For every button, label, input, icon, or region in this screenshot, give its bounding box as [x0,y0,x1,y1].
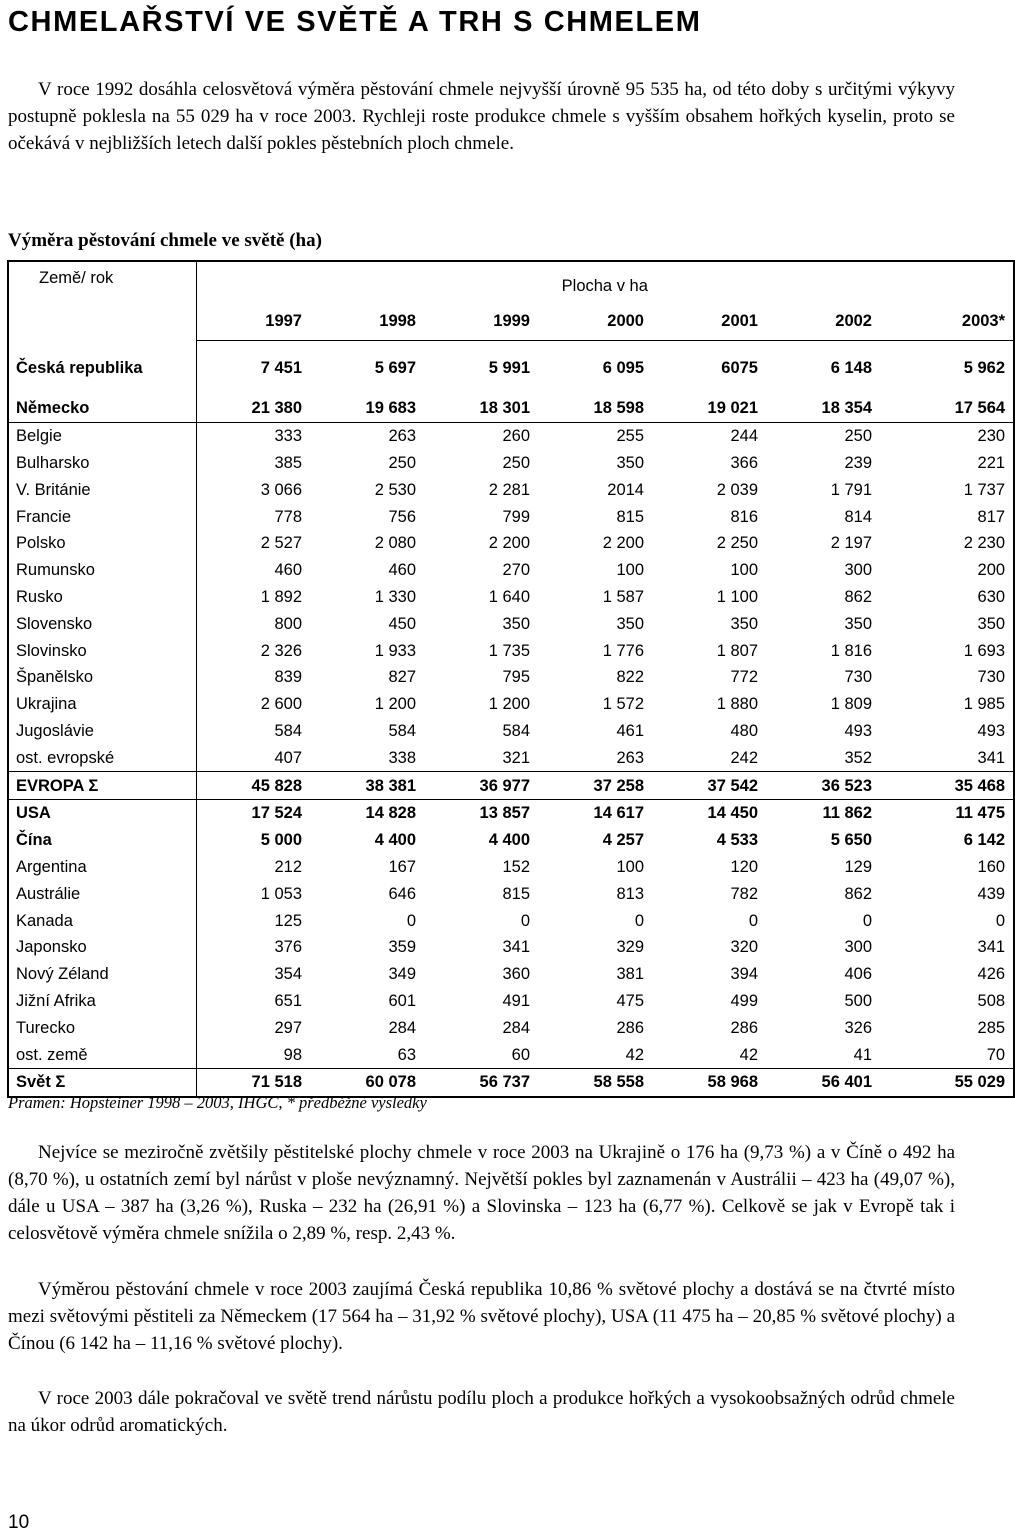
table-row [8,880,1014,907]
area-value: 2 080 [374,534,416,553]
area-value: 5 650 [830,831,872,850]
body-paragraph-text: V roce 2003 dále pokračoval ve světě trend nárůstu podílu ploch a produkce hořkých a vysokoobsažných odrůd chmele na úkor odrůd aromatických. [8,1388,955,1436]
area-value: 2 281 [488,480,530,499]
area-value: 1 587 [602,587,644,606]
area-value: 2 600 [196,691,310,718]
year-header: 1997 [196,304,310,341]
area-value: 406 [844,965,872,984]
area-value: 772 [730,668,758,687]
area-value: 70 [880,1041,1014,1068]
area-value: 381 [616,965,644,984]
area-value: 350 [730,614,758,633]
area-value: 239 [844,453,872,472]
intro-paragraph-text: V roce 1992 dosáhla celosvětová výměra pěstování chmele nejvyšší úrovně 95 535 ha, od této doby s určitými výkyvy postupně poklesla na 55 029 ha v roce 2003. Rychleji roste produkce chmele s vyšším obsahem hořkých kyselin, proto se očekává v nejbližších letech další pokles pěstebních ploch chmele. [8,79,955,154]
area-value: 263 [538,744,652,771]
area-value: 58 558 [593,1073,644,1092]
area-value: 2 197 [830,534,872,553]
area-value: 11 475 [955,804,1006,823]
area-value: 297 [196,1014,310,1041]
page-title: CHMELAŘSTVÍ VE SVĚTĚ A TRH S CHMELEM [8,6,702,38]
area-value: 385 [196,450,310,477]
table-row [8,530,1014,557]
body-paragraph-text: Nejvíce se meziročně zvětšily pěstitelské plochy chmele v roce 2003 na Ukrajině o 176 ha (9,73 %) a v Číně o 492 ha (8,70 %), u ostatních zemí byl nárůst v ploše nevýznamný. Největší pokles byl zaznamenán v Austrálii – 423 ha (49,07 %), dále u USA – 387 ha (3,26 %), Ruska – 232 ha (26,91 %) a Slovinska – 123 ha (6,77 %). Celkově se jak v Evropě tak i celosvětově výměra chmele snížila o 2,89 %, resp. 2,43 %. [8,1142,955,1244]
area-value: 450 [388,614,416,633]
table-row [8,934,1014,961]
area-value: 813 [616,884,644,903]
area-value: 2014 [607,480,644,499]
year-header: 2002 [766,304,880,341]
area-value: 0 [634,911,644,930]
area-value: 350 [616,453,644,472]
area-value: 491 [502,991,530,1010]
area-value: 5 962 [963,359,1006,377]
area-value: 630 [977,587,1006,606]
area-value: 730 [977,668,1006,687]
area-value: 350 [844,614,872,633]
table-group-label: Plocha v ha [196,261,1014,304]
area-value: 782 [730,884,758,903]
area-value: 38 381 [310,772,424,800]
area-value: 286 [730,1018,758,1037]
area-value: 4 400 [488,831,530,850]
area-value: 2 250 [716,534,758,553]
area-value: 2 326 [196,637,310,664]
area-value: 862 [844,587,872,606]
area-value: 6 142 [963,831,1006,850]
area-value: 36 523 [766,772,880,800]
table-row [8,1041,1014,1068]
area-value: 260 [502,427,530,446]
area-value: 37 542 [652,772,766,800]
area-value: 815 [616,507,644,526]
area-value: 800 [196,610,310,637]
country-name: Svět Σ [16,1073,66,1092]
area-value: 55 029 [954,1073,1006,1092]
country-name: ost. evropské [8,744,196,771]
area-value: 329 [616,938,644,957]
area-value: 4 533 [716,831,758,850]
area-value: 285 [977,1018,1006,1037]
table-row [8,1014,1014,1041]
area-value: 730 [844,668,872,687]
area-value: 270 [502,561,530,580]
country-name: Japonsko [16,938,87,957]
table-row [8,988,1014,1015]
table-row [8,799,1014,826]
table-title: Výměra pěstování chmele ve světě (ha) [8,230,322,251]
area-value: 60 [424,1041,538,1068]
year-header: 2000 [538,304,652,341]
area-value: 0 [406,911,416,930]
area-value: 1 880 [716,695,758,714]
table-body [8,341,1014,1097]
area-value: 41 [766,1041,880,1068]
area-value: 14 828 [365,804,416,823]
area-value: 799 [502,507,530,526]
country-name: Slovinsko [16,641,87,660]
area-value: 601 [388,991,416,1010]
area-value: 1 791 [830,480,872,499]
country-name: Polsko [16,534,66,553]
area-value: 350 [502,614,530,633]
table-row [8,854,1014,881]
area-value: 6075 [721,359,758,377]
area-value: 21 380 [196,395,310,422]
area-value: 63 [310,1041,424,1068]
area-value: 250 [844,427,872,446]
area-value: 1 807 [716,641,758,660]
area-value: 460 [196,557,310,584]
area-value: 460 [388,561,416,580]
table-row [8,827,1014,854]
country-name: ost. země [8,1041,196,1068]
country-name: Čína [16,831,52,850]
area-value: 1 572 [602,695,644,714]
area-value: 7 451 [196,341,310,396]
area-value: 1 816 [830,641,872,660]
area-value: 13 857 [479,804,530,823]
source-note: Pramen: Hopsteiner 1998 – 2003, IHGC, * předběžné výsledky [8,1093,427,1112]
area-value: 0 [748,911,758,930]
area-value: 2 200 [488,534,530,553]
area-value: 284 [502,1018,530,1037]
area-value: 1 693 [963,641,1006,660]
area-value: 493 [977,721,1006,740]
area-value: 839 [196,664,310,691]
area-value: 18 301 [424,395,538,422]
area-value: 300 [844,938,872,957]
area-value: 2 039 [716,480,758,499]
table-row [8,584,1014,611]
area-value: 14 617 [593,804,644,823]
country-name: Kanada [16,911,73,930]
area-value: 19 021 [652,395,766,422]
area-value: 320 [730,938,758,957]
area-value: 1 200 [374,695,416,714]
area-value: 862 [844,884,872,903]
area-value: 300 [844,561,872,580]
area-value: 341 [880,744,1014,771]
area-value: 795 [502,668,530,687]
area-value: 354 [196,961,310,988]
table-row [8,907,1014,934]
area-value: 284 [388,1018,416,1037]
area-value: 60 078 [365,1073,416,1092]
area-value: 376 [196,934,310,961]
area-value: 4 257 [602,831,644,850]
area-value: 11 862 [822,804,872,823]
year-header: 2001 [652,304,766,341]
country-name: Austrálie [16,884,81,903]
area-value: 17 524 [196,799,310,826]
area-value: 129 [844,857,872,876]
area-value: 646 [388,884,416,903]
area-value: 71 518 [196,1068,310,1096]
area-value: 98 [196,1041,310,1068]
year-header: 2003* [880,304,1014,341]
area-value: 42 [538,1041,652,1068]
table-row [8,610,1014,637]
area-value: 2 200 [602,534,644,553]
country-name: Argentina [16,857,87,876]
area-value: 350 [616,614,644,633]
area-value: 56 401 [821,1073,872,1092]
area-value: 778 [196,503,310,530]
table-row [8,772,1014,800]
body-paragraph [8,1276,955,1357]
area-value: 18 354 [766,395,880,422]
area-value: 36 977 [424,772,538,800]
area-value: 1 809 [830,695,872,714]
area-value: 1 737 [963,480,1006,499]
area-value: 321 [424,744,538,771]
area-value: 100 [730,561,758,580]
area-value: 200 [977,561,1006,580]
area-value: 1 985 [963,695,1006,714]
page-number: 10 [8,1512,30,1533]
area-value: 499 [730,991,758,1010]
area-value: 45 828 [196,772,310,800]
area-value: 584 [502,721,530,740]
area-value: 1 200 [488,695,530,714]
table-row [8,503,1014,530]
country-name: Jugoslávie [16,721,94,740]
country-name: V. Británie [16,480,91,499]
area-value: 816 [730,507,758,526]
area-value: 1 100 [716,587,758,606]
area-value: 426 [977,965,1006,984]
area-value: 286 [616,1018,644,1037]
area-value: 5 991 [488,359,530,377]
area-value: 366 [730,453,758,472]
area-value: 242 [652,744,766,771]
area-value: 359 [388,938,416,957]
area-value: 255 [616,427,644,446]
area-value: 250 [388,453,416,472]
table-row [8,718,1014,745]
area-value: 1 776 [602,641,644,660]
area-value: 822 [616,668,644,687]
area-value: 263 [388,427,416,446]
area-value: 341 [502,938,530,957]
area-value: 42 [652,1041,766,1068]
area-value: 349 [388,965,416,984]
intro-paragraph [8,76,955,157]
area-value: 584 [388,721,416,740]
table-row [8,422,1014,449]
area-value: 100 [616,561,644,580]
area-value: 461 [616,721,644,740]
area-value: 152 [502,857,530,876]
country-name: EVROPA Σ [8,772,196,800]
area-value: 0 [520,911,530,930]
body-paragraph-text: Výměrou pěstování chmele v roce 2003 zaujímá Česká republika 10,86 % světové plochy a dostává se na čtvrté místo mezi světovými pěstiteli za Německem (17 564 ha – 31,92 % světové plochy), USA (11 475 ha – 20,85 % světové plochy) a Čínou (6 142 ha – 11,16 % světové plochy). [8,1279,955,1354]
area-value: 493 [844,721,872,740]
table-header-row [8,261,1014,304]
area-value: 18 598 [538,395,652,422]
country-name: Slovensko [16,614,93,633]
table-row [8,476,1014,503]
area-value: 2 530 [374,480,416,499]
area-value: 4 400 [374,831,416,850]
area-value: 160 [977,857,1006,876]
area-value: 1 330 [374,587,416,606]
area-value: 407 [196,744,310,771]
body-paragraph [8,1385,955,1439]
area-value: 1 933 [374,641,416,660]
area-value: 815 [502,884,530,903]
table-row [8,691,1014,718]
area-value: 244 [730,427,758,446]
area-value: 1 053 [196,880,310,907]
country-name: Bulharsko [16,453,90,472]
country-name: Nový Zéland [16,965,109,984]
area-value: 125 [196,907,310,934]
area-value: 333 [196,422,310,449]
area-value: 817 [977,507,1006,526]
area-value: 326 [844,1018,872,1037]
country-name: Francie [16,507,72,526]
country-name: Německo [8,395,196,422]
area-value: 508 [977,991,1006,1010]
hop-area-table [7,260,1015,1098]
area-value: 2 527 [196,530,310,557]
table-row [8,664,1014,691]
area-value: 221 [977,453,1006,472]
country-name: USA [16,804,51,823]
area-value: 14 450 [707,804,758,823]
country-name: Ukrajina [16,695,77,714]
area-value: 37 258 [538,772,652,800]
table-row [8,557,1014,584]
area-value: 5 697 [374,359,416,377]
area-value: 230 [977,427,1006,446]
table-row [8,341,1014,396]
area-value: 827 [388,668,416,687]
area-value: 19 683 [310,395,424,422]
area-value: 584 [196,718,310,745]
area-value: 167 [388,857,416,876]
area-value: 0 [995,911,1006,930]
country-name: Jižní Afrika [16,991,96,1010]
area-value: 480 [730,721,758,740]
area-value: 360 [502,965,530,984]
area-value: 1 892 [196,584,310,611]
table-row [8,450,1014,477]
table-row [8,395,1014,422]
table-corner-label: Země/ rok [39,269,114,287]
area-value: 6 095 [602,359,644,377]
area-value: 0 [862,911,872,930]
area-value: 338 [310,744,424,771]
area-value: 6 148 [830,359,872,377]
area-value: 475 [616,991,644,1010]
area-value: 250 [502,453,530,472]
area-value: 814 [844,507,872,526]
area-value: 341 [977,938,1006,957]
area-value: 2 230 [963,534,1006,553]
area-value: 500 [844,991,872,1010]
country-name: Belgie [16,427,62,446]
country-name: Česká republika [16,358,143,377]
year-header: 1999 [424,304,538,341]
area-value: 58 968 [707,1073,758,1092]
year-header: 1998 [310,304,424,341]
area-value: 5 000 [196,827,310,854]
area-value: 651 [196,988,310,1015]
area-value: 756 [388,507,416,526]
area-value: 100 [616,857,644,876]
area-value: 3 066 [196,476,310,503]
area-value: 439 [977,884,1006,903]
country-name: Turecko [16,1018,75,1037]
country-name: Rumunsko [16,561,95,580]
area-value: 17 564 [880,395,1014,422]
country-name: Španělsko [16,668,94,687]
area-value: 1 735 [488,641,530,660]
area-value: 120 [730,857,758,876]
body-paragraph [8,1139,955,1247]
area-value: 35 468 [880,772,1014,800]
area-value: 350 [977,614,1006,633]
area-value: 212 [196,854,310,881]
table-row [8,961,1014,988]
area-value: 56 737 [479,1073,530,1092]
table-row [8,744,1014,771]
area-value: 1 640 [488,587,530,606]
table-row [8,637,1014,664]
area-value: 394 [730,965,758,984]
country-name: Rusko [16,587,63,606]
area-value: 352 [766,744,880,771]
